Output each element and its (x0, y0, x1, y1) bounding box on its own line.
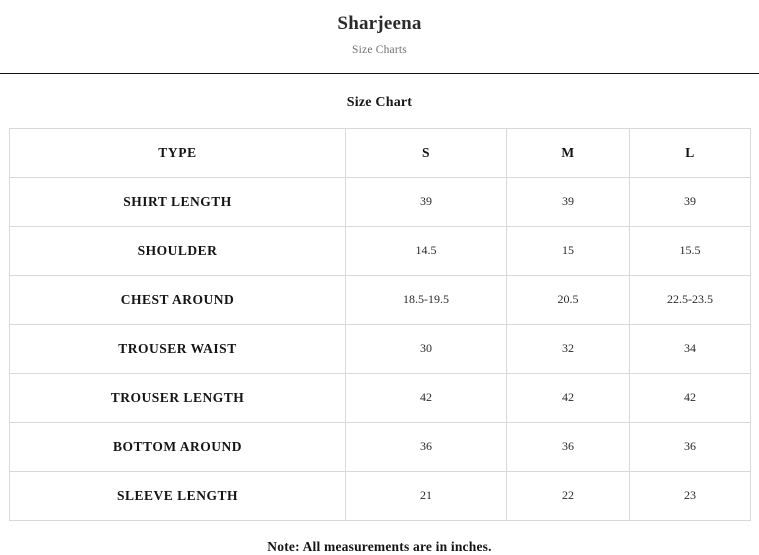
row-label: BOTTOM AROUND (10, 422, 346, 471)
table-header (10, 128, 751, 177)
cell-l: 36 (630, 422, 751, 471)
cell-s: 39 (346, 177, 507, 226)
cell-m: 32 (507, 324, 630, 373)
cell-s: 18.5-19.5 (346, 275, 507, 324)
cell-l: 23 (630, 471, 751, 520)
cell-s: 36 (346, 422, 507, 471)
table-row (10, 324, 751, 373)
cell-l: 42 (630, 373, 751, 422)
table-row (10, 471, 751, 520)
cell-m: 42 (507, 373, 630, 422)
table-row (10, 275, 751, 324)
size-chart-table-wrapper (0, 128, 759, 521)
column-header-m: M (507, 128, 630, 177)
measurement-note: Note: All measurements are in inches. (267, 538, 492, 554)
column-header-l: L (630, 128, 751, 177)
cell-m: 39 (507, 177, 630, 226)
cell-m: 15 (507, 226, 630, 275)
row-label: CHEST AROUND (10, 275, 346, 324)
column-header-s: S (346, 128, 507, 177)
table-body (10, 177, 751, 520)
row-label: SHOULDER (10, 226, 346, 275)
cell-l: 34 (630, 324, 751, 373)
cell-l: 15.5 (630, 226, 751, 275)
row-label: TROUSER WAIST (10, 324, 346, 373)
cell-s: 42 (346, 373, 507, 422)
cell-m: 22 (507, 471, 630, 520)
table-header-row (10, 128, 751, 177)
page-header (0, 0, 759, 56)
cell-s: 14.5 (346, 226, 507, 275)
row-label: SLEEVE LENGTH (10, 471, 346, 520)
cell-m: 36 (507, 422, 630, 471)
row-label: SHIRT LENGTH (10, 177, 346, 226)
cell-l: 22.5-23.5 (630, 275, 751, 324)
table-row (10, 422, 751, 471)
table-row (10, 226, 751, 275)
cell-m: 20.5 (507, 275, 630, 324)
cell-s: 21 (346, 471, 507, 520)
cell-s: 30 (346, 324, 507, 373)
size-chart-table (9, 128, 751, 521)
brand-title: Sharjeena (337, 13, 422, 34)
table-row (10, 177, 751, 226)
cell-l: 39 (630, 177, 751, 226)
column-header-type: TYPE (10, 128, 346, 177)
row-label: TROUSER LENGTH (10, 373, 346, 422)
page-subtitle: Size Charts (352, 43, 407, 56)
table-row (10, 373, 751, 422)
header-divider (0, 73, 759, 74)
section-title: Size Chart (346, 94, 413, 110)
